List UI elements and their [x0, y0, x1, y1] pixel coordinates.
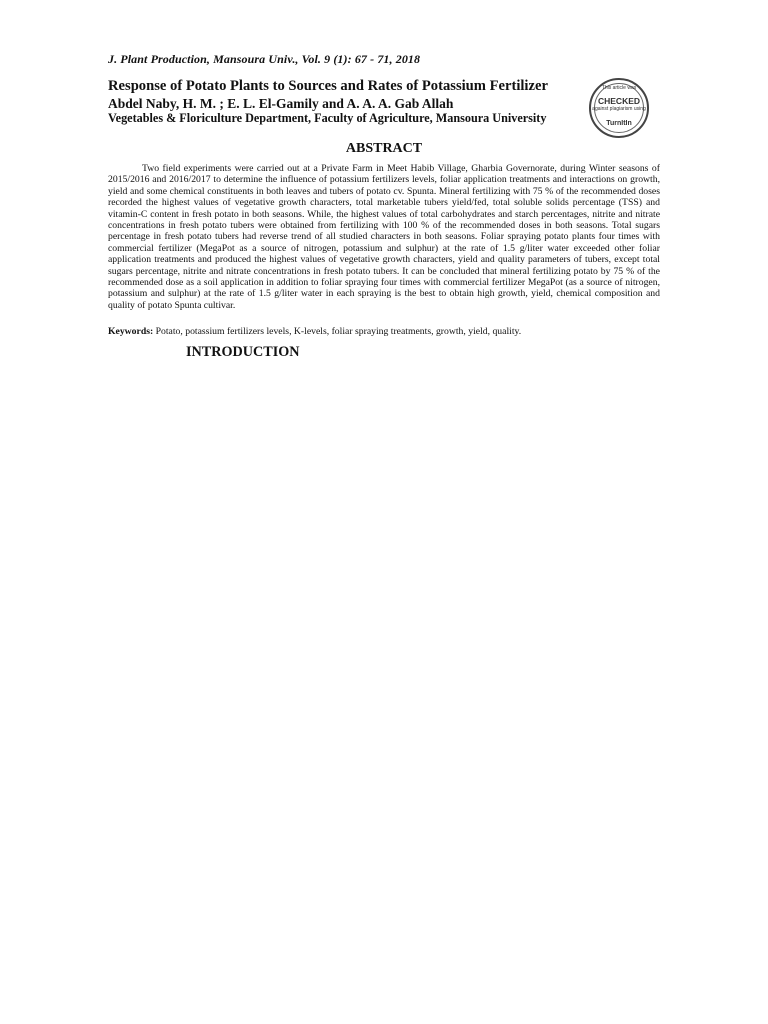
journal-citation: J. Plant Production, Mansoura Univ., Vol. 9 (1): 67 - 71, 2018 [108, 52, 421, 66]
paper-affiliation: Vegetables & Floriculture Department, Faculty of Agriculture, Mansoura University [108, 111, 547, 125]
paper-title: Response of Potato Plants to Sources and Rates of Potassium Fertilizer [108, 78, 548, 94]
stamp-line4: TurnItIn [606, 120, 632, 127]
abstract-text: Two field experiments were carried out at a Private Farm in Meet Habib Village, Gharbia Governorate, during Winter seasons of 2015/2016 and 2016/2017 to determine the influence of potassium fertilizers levels, foliar application treatments and interactions on growth, yield and some chemical constituents in both leaves and tubers of potato cv. Spunta. Mineral fertilizing with 75 % of the recommended doses recorded the highest values of vegetative growth characters, total marketable tubers yield/fed, total soluble solids percentage (TSS) and vitamin-C content in fresh potato in both seasons. While, the highest values of total carbohydrates and starch percentages, nitrite and nitrate concentrations in fresh potato tubers were obtained from fertilizing with 100 % of the recommended doses in both seasons. Total sugars percentage in fresh potato tubers had reverse trend of all studied characters in both seasons. Foliar spraying potato plants four times with commercial fertilizer (MegaPot as a source of nitrogen, potassium and sulphur) at the rate of 1.5 g/liter water exceeded other foliar application treatments and produced the highest values of vegetative growth characters, yield and quality parameters of tubers, except total sugars percentage, nitrite and nitrate concentrations in fresh potato tubers. It can be concluded that mineral fertilizing potato by 75 % of the recommended dose as a soil application in addition to foliar spraying four times with commercial fertilizer MegaPot (as a source of nitrogen, potassium and sulphur) at the rate of 1.5 g/liter water in each spraying is the best to obtain high growth, yield, chemical composition and quality of potato Spunta cultivar. [108, 163, 660, 311]
keywords-label: Keywords: [108, 326, 154, 337]
keywords [108, 326, 660, 337]
plagiarism-check-stamp [589, 78, 649, 138]
abstract-heading: ABSTRACT [345, 141, 423, 156]
introduction-heading: INTRODUCTION [186, 344, 300, 360]
stamp-line2: CHECKED [597, 96, 641, 106]
abstract-body [108, 163, 660, 311]
paper-authors: Abdel Naby, H. M. ; E. L. El-Gamily and A. A. A. Gab Allah [108, 96, 454, 111]
keywords-text: Potato, potassium fertilizers levels, K-levels, foliar spraying treatments, growth, yield, quality. [153, 326, 522, 337]
stamp-line1: This article was [601, 85, 637, 91]
stamp-line3: against plagiarism using [592, 106, 646, 112]
